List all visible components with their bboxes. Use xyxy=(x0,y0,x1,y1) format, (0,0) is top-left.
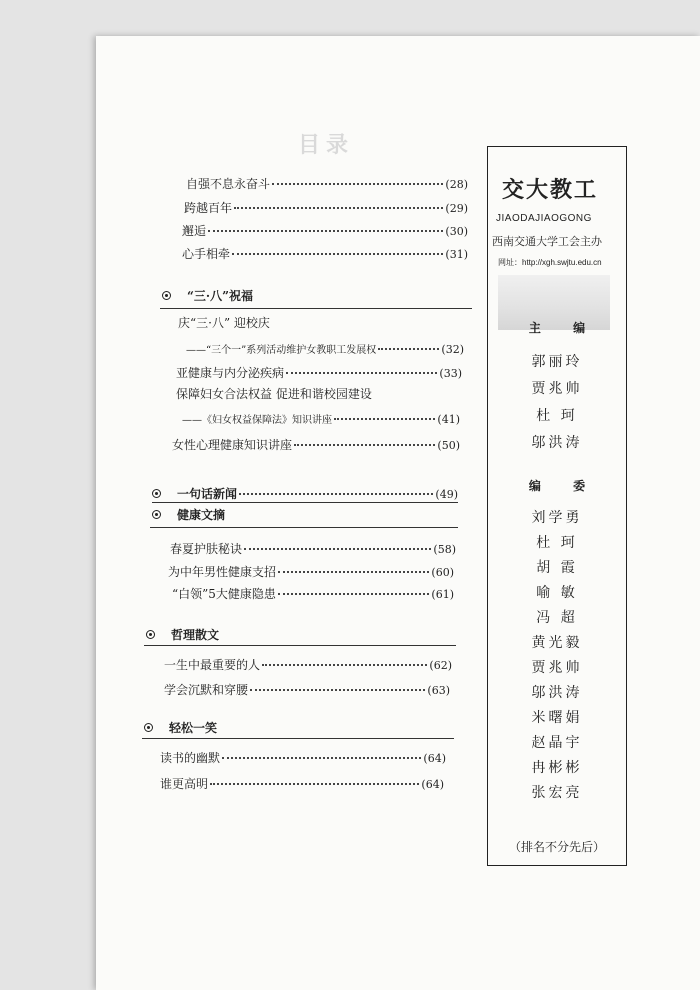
toc-entry[interactable] xyxy=(164,681,450,697)
ordering-note: （排名不分先后） xyxy=(508,840,605,854)
toc-entry-title: 为中年男性健康支招 xyxy=(168,565,277,579)
toc-entry-page: (32) xyxy=(441,343,464,356)
toc-entry-page: (30) xyxy=(445,225,468,238)
toc-entry-title: 读书的幽默 xyxy=(160,751,221,765)
toc-entry-page: (58) xyxy=(433,543,456,556)
toc-entry[interactable] xyxy=(160,775,444,791)
editorial-member: 杜 珂 xyxy=(536,535,578,551)
chief-editor-name: 郭丽玲 xyxy=(531,354,583,370)
toc-entry[interactable] xyxy=(182,411,460,427)
toc-entry-title: 春夏护肤秘诀 xyxy=(170,542,243,556)
magazine-url[interactable]: 网址：http://xgh.swjtu.edu.cn xyxy=(498,258,602,267)
toc-entry[interactable] xyxy=(186,341,464,357)
toc-entry[interactable] xyxy=(182,245,468,261)
section-heading xyxy=(144,719,217,735)
leader-dots xyxy=(272,183,443,185)
toc-entry-page: (50) xyxy=(437,439,460,452)
toc-entry-page: (29) xyxy=(445,202,468,215)
editorial-member: 喻 敏 xyxy=(536,585,578,601)
section-heading xyxy=(152,506,225,522)
leader-dots xyxy=(210,783,419,785)
editorial-member: 米曙娟 xyxy=(531,710,583,726)
leader-dots xyxy=(262,664,427,666)
section-rule xyxy=(144,645,456,646)
toc-entry-title: 谁更高明 xyxy=(160,777,209,791)
toc-entry-page: (62) xyxy=(429,659,452,672)
toc-entry[interactable] xyxy=(186,175,468,191)
toc-entry[interactable] xyxy=(170,540,456,556)
toc-entry[interactable] xyxy=(176,364,462,380)
section-bullet-icon xyxy=(152,489,161,498)
leader-dots xyxy=(378,348,439,350)
editorial-member: 刘学勇 xyxy=(531,510,583,526)
toc-entry-title[interactable]: 庆“三·八” 迎校庆 xyxy=(178,316,270,330)
toc-entry-page: (28) xyxy=(445,178,468,191)
section-heading-text: “三·八”祝福 xyxy=(187,288,253,303)
leader-dots xyxy=(294,444,435,446)
toc-entry-title: “白领”5大健康隐患 xyxy=(172,587,276,601)
section-rule xyxy=(160,308,472,309)
toc-entry[interactable] xyxy=(168,563,454,579)
toc-entry[interactable] xyxy=(172,436,460,452)
leader-dots xyxy=(278,593,430,595)
toc-entry[interactable] xyxy=(182,222,468,238)
editorial-member: 冉彬彬 xyxy=(531,760,583,776)
magazine-organizer: 西南交通大学工会主办 xyxy=(492,235,602,248)
magazine-pinyin: JIAODAJIAOGONG xyxy=(496,213,592,224)
bleed-through-title: 目录 xyxy=(298,132,355,158)
section-heading-text: 轻松一笑 xyxy=(169,720,218,735)
leader-dots xyxy=(208,230,443,232)
editorial-member: 黄光毅 xyxy=(531,635,583,651)
section-heading xyxy=(146,626,219,642)
leader-dots xyxy=(222,757,421,759)
toc-entry[interactable] xyxy=(164,656,452,672)
toc-entry-page: (33) xyxy=(439,367,462,380)
toc-entry[interactable] xyxy=(160,749,446,765)
toc-entry-title: 邂逅 xyxy=(182,224,207,238)
toc-entry-page: (64) xyxy=(423,752,446,765)
editorial-member: 邬洪涛 xyxy=(531,685,583,701)
toc-entry-title: 一生中最重要的人 xyxy=(164,658,261,672)
chief-editor-name: 杜 珂 xyxy=(536,408,578,424)
toc-entry-title: 女性心理健康知识讲座 xyxy=(172,438,293,452)
section-bullet-icon xyxy=(162,291,171,300)
toc-entry-page: (31) xyxy=(445,248,468,261)
section-bullet-icon xyxy=(146,630,155,639)
toc-entry-page: (60) xyxy=(431,566,454,579)
chief-editor-name: 邬洪涛 xyxy=(531,435,583,451)
toc-entry-page: (63) xyxy=(427,684,450,697)
toc-entry-title: 自强不息永奋斗 xyxy=(186,177,271,191)
section-heading-text: 一句话新闻 xyxy=(177,487,238,501)
toc-entry-title: 学会沉默和穿腰 xyxy=(164,683,249,697)
toc-entry-title: 心手相牵 xyxy=(182,247,231,261)
toc-entry-title: 亚健康与内分泌疾病 xyxy=(176,366,285,380)
toc-entry[interactable] xyxy=(184,199,468,215)
section-rule xyxy=(152,502,458,503)
section-heading-text: 健康文摘 xyxy=(177,507,226,522)
chief-editor-label: 主 编 xyxy=(528,321,600,335)
toc-entry-page: (41) xyxy=(437,413,460,426)
toc-entry-title: 跨越百年 xyxy=(184,201,233,215)
leader-dots xyxy=(239,493,433,495)
section-heading[interactable] xyxy=(152,485,458,501)
editorial-member: 冯 超 xyxy=(536,610,578,626)
section-bullet-icon xyxy=(152,510,161,519)
editorial-member: 贾兆帅 xyxy=(531,660,583,676)
toc-entry-subtitle: ——《妇女权益保障法》知识讲座 xyxy=(182,415,332,426)
editorial-member: 赵晶宇 xyxy=(531,735,583,751)
section-rule xyxy=(142,738,454,739)
toc-entry-page: (64) xyxy=(421,778,444,791)
section-bullet-icon xyxy=(144,723,153,732)
section-rule xyxy=(150,527,458,528)
section-heading-text: 哲理散文 xyxy=(171,627,220,642)
leader-dots xyxy=(234,207,443,209)
section-heading xyxy=(162,287,253,303)
magazine-title: 交大教工 xyxy=(502,178,599,203)
toc-entry-subtitle: ——“三个一”系列活动维护女教职工发展权 xyxy=(186,345,377,356)
leader-dots xyxy=(278,571,429,573)
leader-dots xyxy=(244,548,431,550)
leader-dots xyxy=(286,372,437,374)
toc-entry-page: (49) xyxy=(435,488,458,501)
editorial-board-label: 编 委 xyxy=(528,479,600,493)
toc-entry-title[interactable]: 保障妇女合法权益 促进和谐校园建设 xyxy=(176,387,372,401)
masthead-box xyxy=(487,146,627,866)
leader-dots xyxy=(334,418,435,420)
editorial-member: 张宏亮 xyxy=(531,785,583,801)
leader-dots xyxy=(250,689,425,691)
chief-editor-name: 贾兆帅 xyxy=(531,381,583,397)
toc-entry-page: (61) xyxy=(431,588,454,601)
leader-dots xyxy=(232,253,443,255)
toc-entry[interactable] xyxy=(172,585,454,601)
editorial-member: 胡 霞 xyxy=(536,560,578,576)
